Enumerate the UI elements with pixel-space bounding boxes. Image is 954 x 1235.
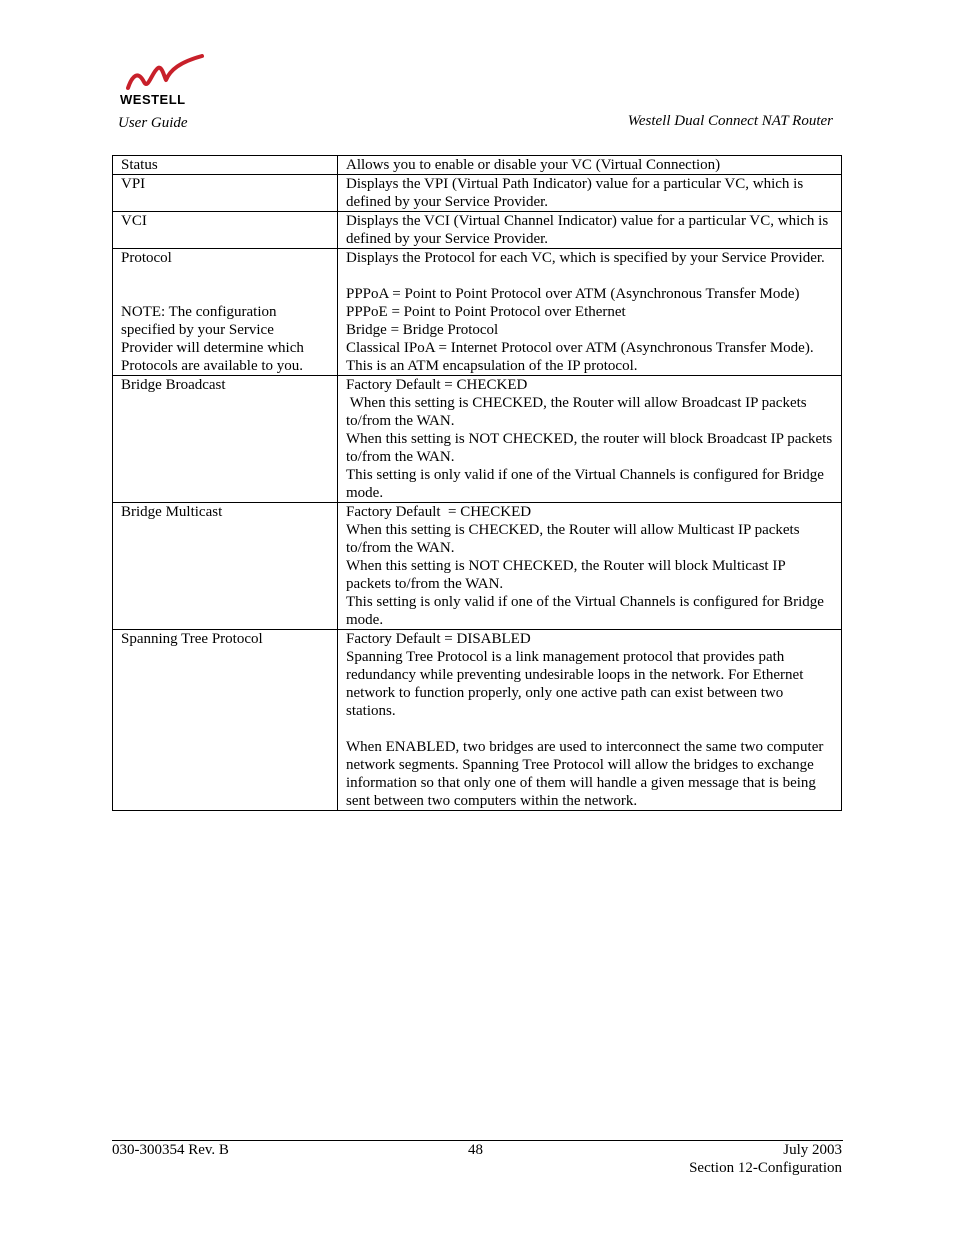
parameter-name-cell [113,175,338,212]
parameter-description-cell [338,212,842,249]
table-row [113,376,842,503]
parameter-description-cell [338,503,842,630]
parameter-name-cell [113,249,338,376]
parameter-description: Displays the Protocol for each VC, which is specified by your Service Provider. PPPoA = Point to Point Protocol over ATM (Asynchronous Transfer Mode) PPPoE = Point to Point Protocol over Ethernet Bridge = Bridge Protocol Classical IPoA = Internet Protocol over ATM (Asynchronous Transfer Mode). This is an ATM encapsulation of the IP protocol. [346,250,825,374]
parameter-description: Factory Default = CHECKED When this setting is CHECKED, the Router will allow Broadcast IP packets to/from the WAN. When this setting is NOT CHECKED, the router will block Broadcast IP packets to/from the WAN. This setting is only valid if one of the Virtual Channels is configured for Bridge mode. [346,377,833,501]
parameter-description-cell [338,630,842,811]
parameter-description-cell [338,175,842,212]
parameter-name-cell [113,503,338,630]
parameter-description: Factory Default = DISABLED Spanning Tree Protocol is a link management protocol that provides path redundancy while preventing undesirable loops in the network. For Ethernet network to function properly, only one active path can exist between two stations. When ENABLED, two bridges are used to interconnect the same two computer network segments. Spanning Tree Protocol will allow the bridges to exchange information so that only one of them will handle a given message that is being sent between two computers within the network. [346,631,824,809]
parameter-description-cell [338,376,842,503]
parameter-name-cell [113,156,338,175]
parameter-name: Protocol NOTE: The configuration specified by your Service Provider will determine which Protocols are available to you. [121,250,304,374]
header-doc-type: User Guide [118,115,188,131]
parameter-name: Status [121,157,158,173]
footer-section: Section 12-Configuration [689,1160,842,1176]
header-product-name: Westell Dual Connect NAT Router [627,113,833,129]
logo-wordmark: WESTELL [120,92,186,107]
table-row [113,630,842,811]
parameter-table [112,155,842,811]
parameter-description-cell [338,249,842,376]
parameter-name-cell [113,376,338,503]
table-row [113,156,842,175]
parameter-name: Bridge Multicast [121,504,223,520]
footer-date: July 2003 [783,1142,842,1158]
parameter-description: Displays the VCI (Virtual Channel Indicator) value for a particular VC, which is defined by your Service Provider. [346,213,832,247]
parameter-name: Spanning Tree Protocol [121,631,263,647]
parameter-name-cell [113,212,338,249]
parameter-description-cell [338,156,842,175]
parameter-description: Allows you to enable or disable your VC (Virtual Connection) [346,157,721,173]
parameter-name: Bridge Broadcast [121,377,226,393]
parameter-description: Displays the VPI (Virtual Path Indicator) value for a particular VC, which is defined by your Service Provider. [346,176,807,210]
table-row [113,249,842,376]
footer-divider [112,1140,843,1141]
table-row [113,212,842,249]
parameter-name-cell [113,630,338,811]
westell-logo [118,54,208,108]
parameter-name: VPI [121,176,146,192]
table-row [113,503,842,630]
parameter-name: VCI [121,213,147,229]
footer-doc-number: 030-300354 Rev. B [112,1142,229,1158]
logo-swoosh [128,56,202,88]
parameter-description: Factory Default = CHECKED When this setting is CHECKED, the Router will allow Multicast IP packets to/from the WAN. When this setting is NOT CHECKED, the Router will block Multicast IP packets to/from the WAN. This setting is only valid if one of the Virtual Channels is configured for Bridge mode. [346,504,824,628]
footer-page-number: 48 [468,1142,483,1158]
table-row [113,175,842,212]
